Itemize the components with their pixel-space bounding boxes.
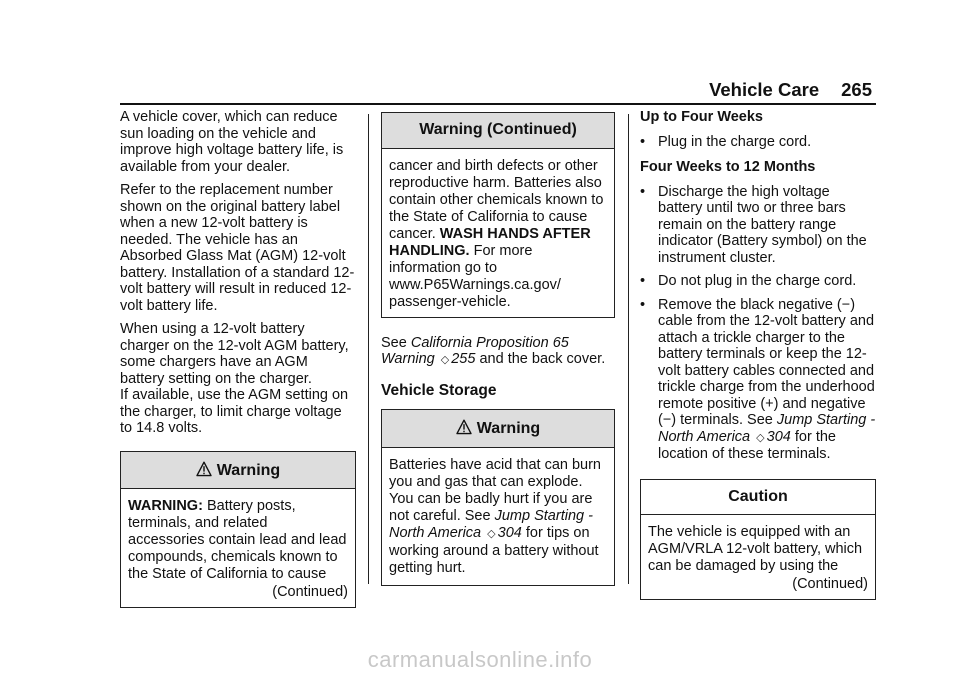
list-item-text: Discharge the high voltage battery until two or three bars remain on the battery range indicator (Battery symbol) on the instrument cluster. <box>658 183 867 266</box>
list-item <box>640 273 876 290</box>
cross-reference-link[interactable]: Jump Starting - North America <box>389 507 593 541</box>
warning-box-header <box>121 452 355 490</box>
continued-label: (Continued) <box>272 584 348 600</box>
warning-triangle-icon <box>196 461 212 477</box>
caution-box-header: Caution <box>641 480 875 516</box>
warning-continued-box <box>381 112 615 318</box>
warning-bold-text: WASH HANDS AFTER HANDLING. <box>389 225 591 259</box>
warning-box <box>381 409 615 586</box>
paragraph <box>120 321 356 387</box>
see-reference <box>381 335 615 369</box>
page-ref-arrow-icon: ◇ <box>487 527 496 540</box>
column-3 <box>640 109 876 600</box>
page-header <box>709 79 872 100</box>
warning-suffix: for tips on working around a battery without getting hurt. <box>389 524 599 576</box>
watermark: carmanualsonline.info <box>367 647 593 672</box>
bullet-mark: • <box>640 183 646 200</box>
page-number: 265 <box>841 79 872 100</box>
warning-lead: WARNING: <box>128 498 203 514</box>
warning-triangle-icon <box>456 419 472 435</box>
paragraph: If available, use the AGM setting on the charger, to limit charge voltage to 14.8 volts. <box>120 387 349 436</box>
section-title: Vehicle Care <box>709 79 820 100</box>
see-prefix: See <box>381 334 407 351</box>
column-divider <box>368 114 369 584</box>
list-item-text: Plug in the charge cord. <box>658 133 812 150</box>
list-item <box>640 184 876 267</box>
warning-continued-body <box>382 149 614 317</box>
paragraph: A vehicle cover, which can reduce sun loading on the vehicle and improve high voltage battery life, is available from your dealer. <box>120 109 344 175</box>
warning-title: Warning <box>476 420 541 437</box>
warning-box <box>120 451 356 609</box>
page-ref-arrow-icon: ◇ <box>756 431 765 444</box>
continued-label: (Continued) <box>792 576 868 592</box>
warning-text: Batteries have acid that can burn you and gas that can explode. You can be badly hurt if you are not careful. See <box>389 456 601 524</box>
warning-text: Battery posts, terminals, and related accessories contain lead and lead compounds, chemicals known to the State of California to cause <box>128 498 347 582</box>
cross-reference-link[interactable]: California Proposition 65 Warning <box>381 334 569 367</box>
paragraph-text: When using a 12-volt battery charger on the 12-volt AGM battery, some chargers have an AGM battery setting on the charger. <box>120 321 349 387</box>
column-1 <box>120 109 356 608</box>
column-divider <box>628 114 629 584</box>
section-heading: Vehicle Storage <box>381 381 497 399</box>
warning-box-body <box>382 448 614 585</box>
warning-continued-header: Warning (Continued) <box>382 113 614 149</box>
list-item-suffix: for the location of these terminals. <box>658 428 836 462</box>
list-item-body: Remove the black negative (−) cable from the 12-volt battery and attach a trickle charger to the battery terminals or keep the 12-volt battery cables connected and trickle charge from the underhood remote positive (+) and negative (−) terminals. See <box>658 296 875 428</box>
page-ref-arrow-icon: ◇ <box>440 354 450 366</box>
caution-box <box>640 479 876 601</box>
page-ref-number[interactable]: 255 <box>451 351 476 367</box>
warning-box-body <box>121 489 355 607</box>
warning-title: Warning <box>216 461 281 479</box>
column-2 <box>381 103 615 586</box>
warning-text: cancer and birth defects or other reproductive harm. Batteries also contain other chemicals known to the State of California to cause cancer. <box>389 157 604 242</box>
warning-text-2: For more information go to www.P65Warnings.ca.gov/ passenger-vehicle. <box>389 242 561 310</box>
list-item-text: Do not plug in the charge cord. <box>658 273 857 289</box>
see-suffix: and the back cover. <box>479 351 606 367</box>
bullet-mark: • <box>640 296 646 313</box>
paragraph: Refer to the replacement number shown on the original battery label when a new 12-volt battery is needed. The vehicle has an Absorbed Glass Mat (AGM) 12-volt battery. Installation of a standard 12-volt battery will result in reduced 12-volt battery life. <box>120 182 355 314</box>
warning-box-header <box>382 410 614 448</box>
page-ref-number[interactable]: 304 <box>497 524 522 541</box>
bold-label: Up to Four Weeks <box>640 109 763 125</box>
caution-text: The vehicle is equipped with an AGM/VRLA 12-volt battery, which can be damaged by using the <box>648 524 863 574</box>
list-item-text <box>658 297 876 463</box>
page-ref-number[interactable]: 304 <box>766 428 791 445</box>
list-item <box>640 297 876 463</box>
bold-label: Four Weeks to 12 Months <box>640 159 816 175</box>
bullet-mark: • <box>640 273 646 289</box>
list-item <box>640 134 876 151</box>
bullet-mark: • <box>640 133 646 150</box>
caution-box-body <box>641 515 875 599</box>
cross-reference-link[interactable]: Jump Starting - North America <box>658 412 876 445</box>
